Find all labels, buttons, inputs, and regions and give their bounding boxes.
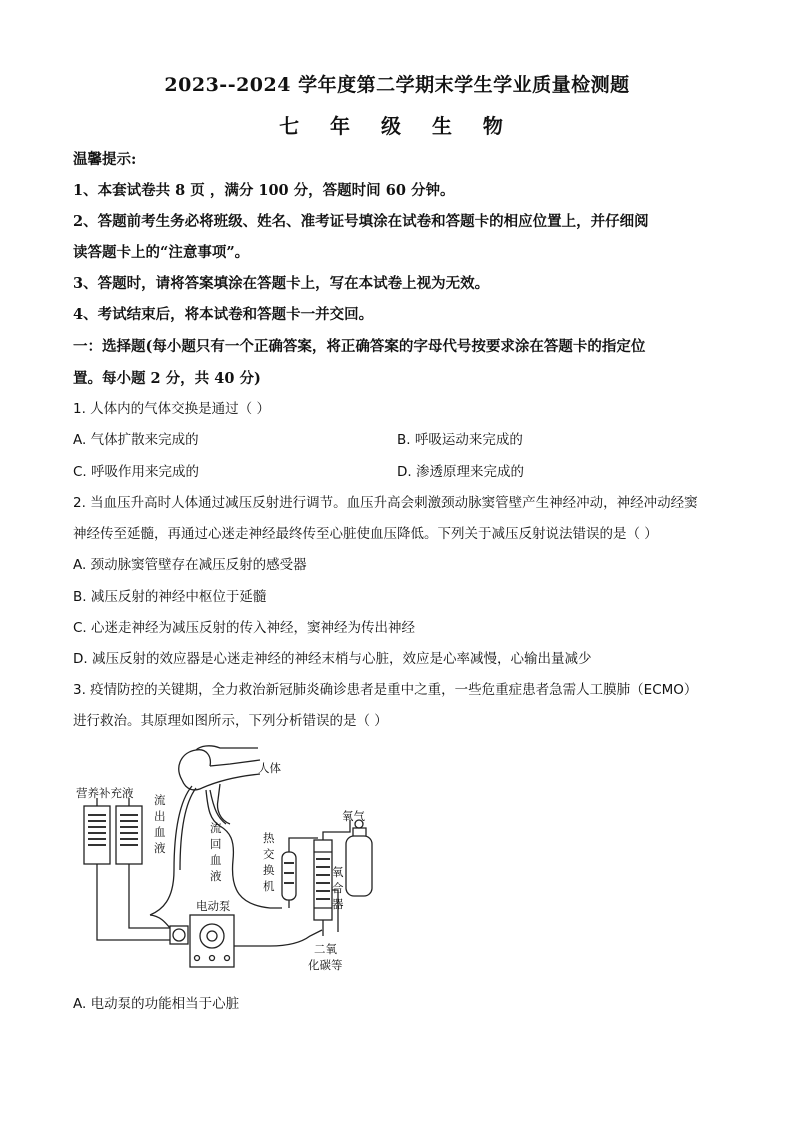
question-1-option-c: C. 呼吸作用来完成的 [73, 464, 200, 480]
label-oxygenator: 合 [332, 881, 344, 895]
question-1-option-b: B. 呼吸运动来完成的 [397, 432, 523, 448]
question-2-option-d: D. 减压反射的效应器是心迷走神经的神经末梢与心脏，效应是心率减慢，心输出量减少 [73, 651, 592, 667]
question-1-stem: 1. 人体内的气体交换是通过（ ） [73, 401, 270, 417]
label-outflow: 流 [154, 793, 166, 807]
question-2-stem-cont: 神经传至延髓，再通过心迷走神经最终传至心脏使血压降低。下列关于减压反射说法错误的是（ ） [73, 526, 658, 542]
question-2-option-b: B. 减压反射的神经中枢位于延髓 [73, 589, 267, 605]
question-2-stem: 2. 当血压升高时人体通过减压反射进行调节。血压升高会刺激颈动脉窦管壁产生神经冲动，神经冲动经窦 [73, 495, 698, 511]
question-3-stem: 3. 疫情防控的关键期，全力救治新冠肺炎确诊患者是重中之重，一些危重症患者急需人工膜肺（ECMO） [73, 682, 698, 698]
label-oxygenator: 氧 [332, 865, 344, 879]
label-body: 人体 [258, 761, 281, 775]
exam-subtitle: 七 年 级 生 物 [279, 114, 515, 138]
label-oxygenator: 器 [332, 897, 344, 911]
notice-item: 4、考试结束后，将本试卷和答题卡一并交回。 [73, 306, 374, 323]
notice-item: 1、本套试卷共 8 页 ，满分 100 分，答题时间 60 分钟。 [73, 182, 455, 199]
label-co2: 二氧 [314, 942, 337, 956]
question-3-stem-cont: 进行救治。其原理如图所示，下列分析错误的是（ ） [73, 713, 388, 729]
question-2-option-a: A. 颈动脉窦管壁存在减压反射的感受器 [73, 557, 307, 573]
question-2-option-c: C. 心迷走神经为减压反射的传入神经，窦神经为传出神经 [73, 620, 416, 636]
notice-item: 2、答题前考生务必将班级、姓名、准考证号填涂在试卷和答题卡的相应位置上，并仔细阅 [73, 213, 649, 230]
label-oxygen: 氧气 [342, 809, 365, 823]
label-co2: 化碳等 [308, 958, 343, 972]
label-nutrient: 营养补充液 [76, 786, 134, 800]
label-outflow: 血 [154, 825, 166, 839]
section-heading: 一：选择题(每小题只有一个正确答案，将正确答案的字母代号按要求涂在答题卡的指定位 [73, 338, 646, 355]
notice-item: 读答题卡上的“注意事项”。 [73, 244, 250, 261]
label-return: 流 [210, 821, 222, 835]
question-1-option-a: A. 气体扩散来完成的 [73, 432, 199, 448]
exam-title: 2023--2024 学年度第二学期末学生学业质量检测题 [164, 74, 630, 96]
notice-item: 3、答题时，请将答案填涂在答题卡上，写在本试卷上视为无效。 [73, 275, 490, 292]
label-heat-exchanger: 换 [263, 863, 275, 877]
label-return: 液 [210, 869, 222, 883]
ecmo-diagram [70, 740, 390, 985]
label-pump: 电动泵 [196, 899, 231, 913]
label-return: 回 [210, 837, 222, 851]
notice-heading: 温馨提示: [73, 151, 137, 168]
label-return: 血 [210, 853, 222, 867]
question-3-option-a: A. 电动泵的功能相当于心脏 [73, 996, 240, 1012]
label-outflow: 液 [154, 841, 166, 855]
label-outflow: 出 [154, 809, 166, 823]
label-heat-exchanger: 热 [263, 831, 275, 845]
question-1-option-d: D. 渗透原理来完成的 [397, 464, 524, 480]
label-heat-exchanger: 交 [263, 847, 275, 861]
label-heat-exchanger: 机 [263, 879, 275, 893]
section-heading-cont: 置。每小题 2 分，共 40 分) [73, 370, 261, 387]
